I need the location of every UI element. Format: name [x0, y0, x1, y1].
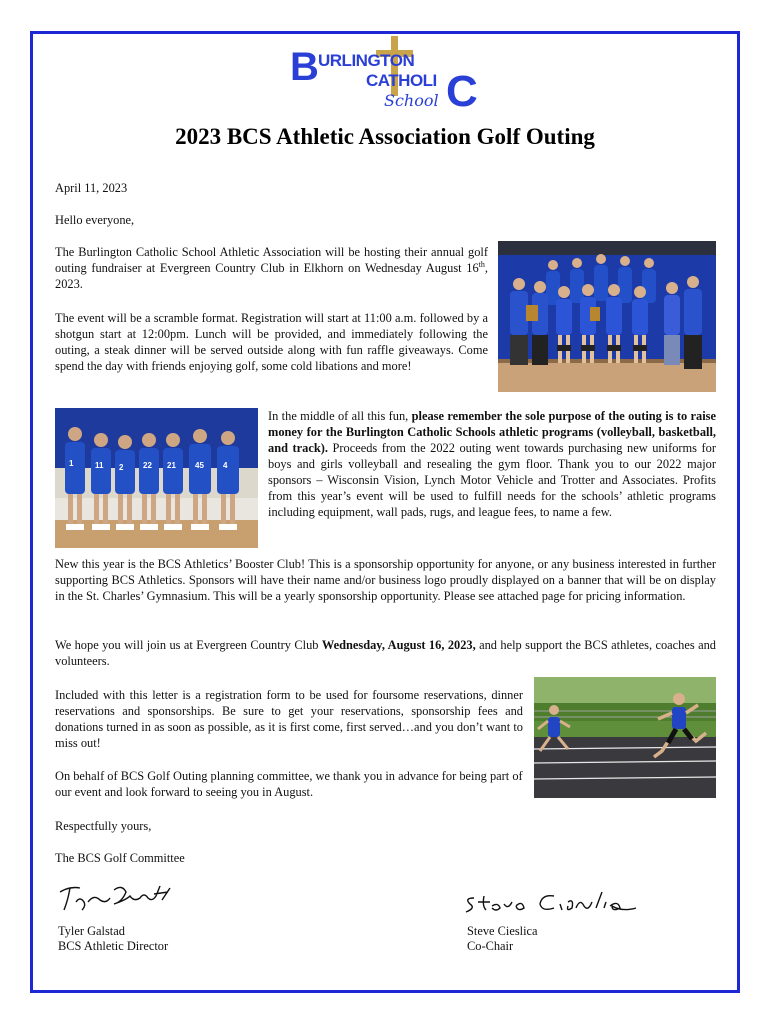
paragraph-purpose: In the middle of all this fun, please remember the sole purpose of the outing is to raise money for the Burlington Catholic Schools athletic programs (volleyball, basketball, and track). Proceeds from the 2022 outing went towards purchasing new uniforms for boys and girls volleyball and resealing the gym floor. Thank you to our 2022 major sponsors – Wisconsin Vision, Lynch Motor Vehicle and Trotter and Associates. Profits from this year’s event will be used to fulfill needs for the schools’ athletic programs including equipment, wall pads, rugs, and league fees, to name a few.	[268, 409, 716, 519]
svg-text:B: B	[290, 45, 319, 89]
logo-line1: URLINGTON	[318, 51, 415, 70]
girls-volleyball-team-photo	[498, 241, 716, 392]
paragraph-format: The event will be a scramble format. Registration will start at 11:00 a.m. followed by a shotgun start at 12:00pm. Lunch will be provided, and immediately following the outing, a steak dinner will be served outside along with fun raffle giveaways. Come spend the day with friends enjoying golf, some cold libations and more!	[55, 311, 488, 373]
signer-1-role: BCS Athletic Director	[58, 939, 169, 953]
svg-text:21: 21	[167, 461, 176, 470]
signer-2-name: Steve Cieslica	[467, 924, 538, 938]
paragraph-invite: We hope you will join us at Evergreen Country Club Wednesday, August 16, 2023, and help support the BCS athletes, coaches and volunteers.	[55, 638, 716, 668]
paragraph-booster-club: New this year is the BCS Athletics’ Booster Club! This is a sponsorship opportunity for anyone, or any business interested in further supporting BCS Athletics. Sponsors will have their name and/or business logo proudly displayed on a banner that will be on display in the St. Charles’ Gymnasium. This will be a yearly sponsorship opportunity. Please see attached page for pricing information.	[55, 557, 716, 603]
signer-2-role: Co-Chair	[467, 939, 514, 953]
signature-steve	[462, 888, 642, 918]
page-title: 2023 BCS Athletic Association Golf Outing	[175, 124, 595, 149]
logo-line2: CATHOLI	[366, 71, 437, 90]
school-logo	[288, 36, 498, 112]
svg-text:4: 4	[223, 461, 228, 470]
svg-text:C: C	[446, 67, 478, 112]
letter-date: April 11, 2023	[55, 181, 128, 195]
svg-text:22: 22	[143, 461, 152, 470]
svg-text:2: 2	[119, 463, 124, 472]
track-runners-photo	[534, 677, 716, 798]
signature-tyler	[56, 880, 176, 916]
closing: Respectfully yours,	[55, 819, 152, 833]
signer-1-name: Tyler Galstad	[58, 924, 125, 938]
paragraph-registration: Included with this letter is a registration form to be used for foursome reservations, dinner reservations and sponsorships. Be sure to get your reservations, sponsorship fees and donations turned in as soon as possible, as it is first come, first served…and you don’t want to miss out!	[55, 688, 523, 750]
boys-basketball-team-photo	[55, 408, 258, 548]
svg-text:11: 11	[95, 461, 104, 470]
greeting: Hello everyone,	[55, 213, 135, 227]
svg-text:45: 45	[195, 461, 204, 470]
svg-text:1: 1	[69, 459, 74, 468]
paragraph-thanks: On behalf of BCS Golf Outing planning committee, we thank you in advance for being part of our event and look forward to seeing you in August.	[55, 769, 523, 799]
committee-name: The BCS Golf Committee	[55, 851, 185, 865]
paragraph-intro: The Burlington Catholic School Athletic Association will be hosting their annual golf outing fundraiser at Evergreen Country Club in Elkhorn on Wednesday August 16th, 2023.	[55, 245, 488, 291]
logo-script: School	[384, 91, 439, 110]
